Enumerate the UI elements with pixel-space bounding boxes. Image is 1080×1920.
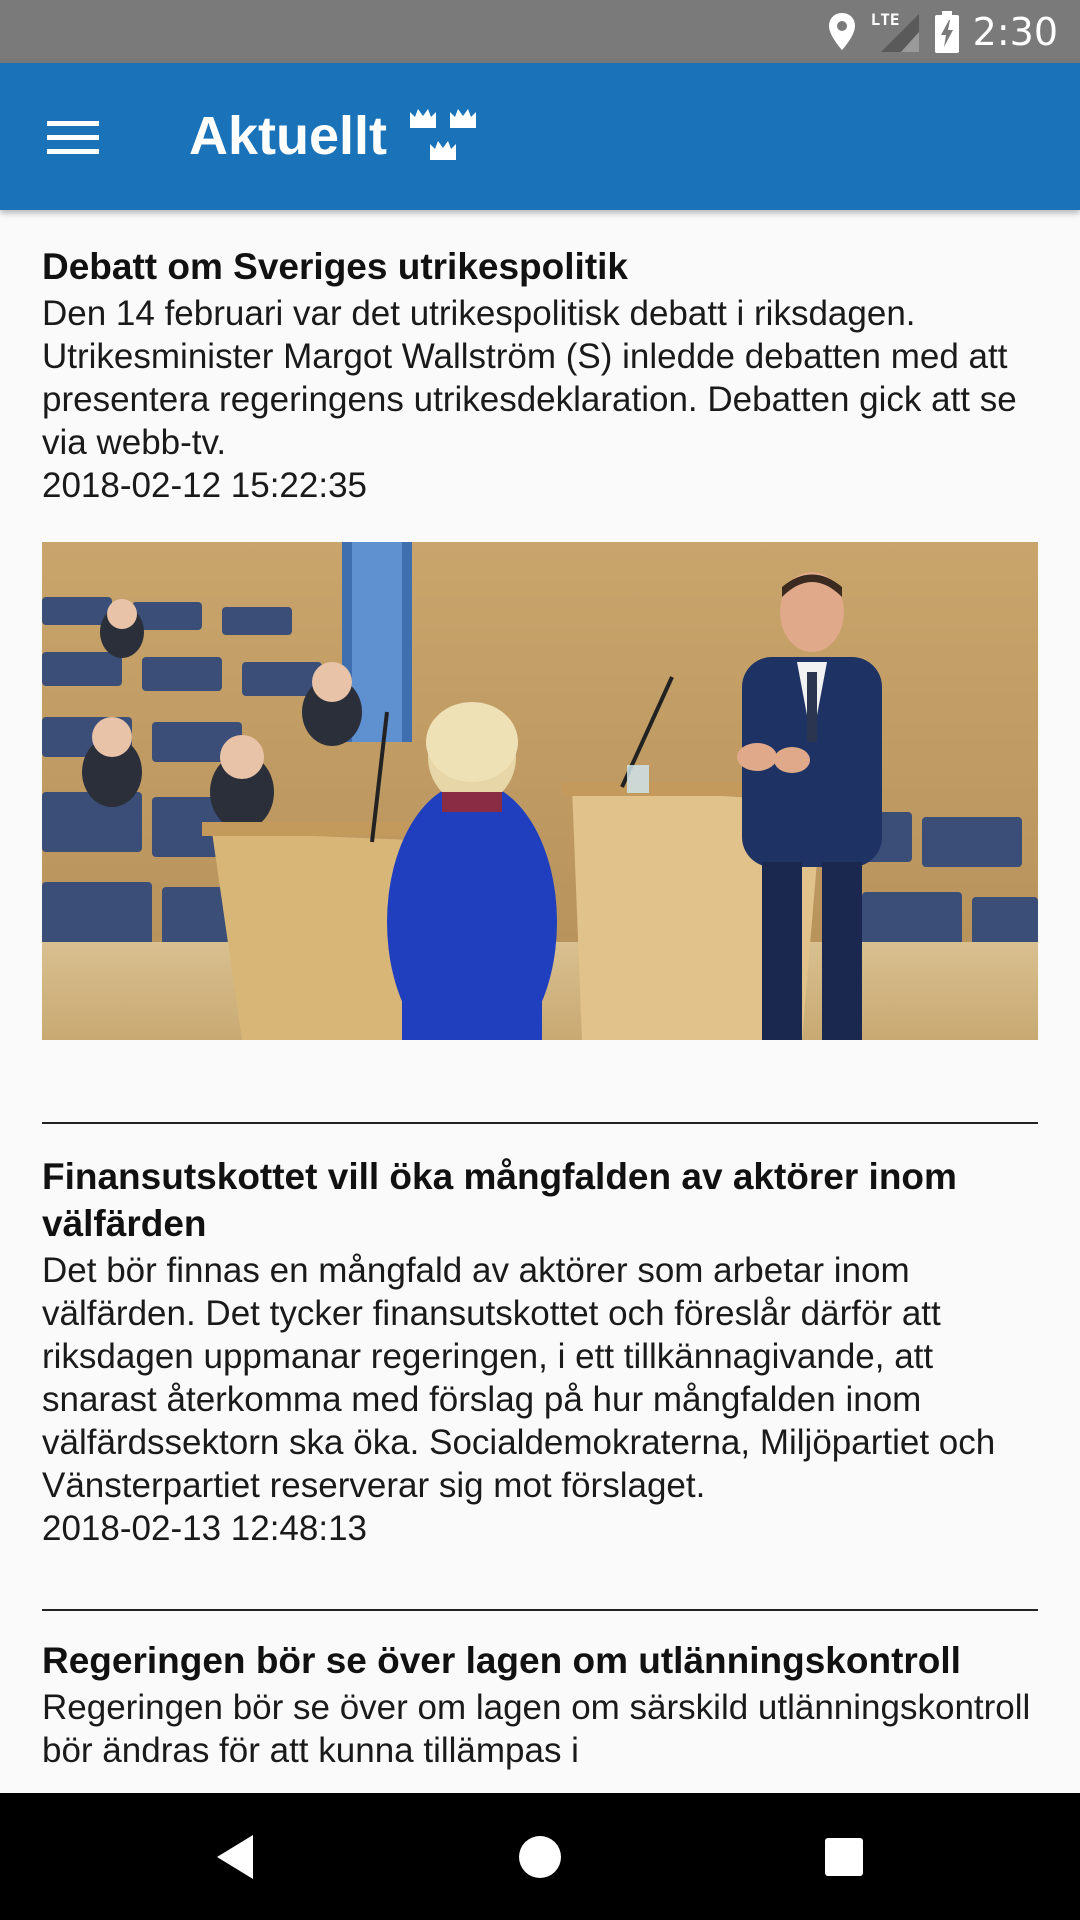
location-icon (827, 12, 857, 52)
back-button[interactable] (165, 1793, 305, 1920)
article-date: 2018-02-13 12:48:13 (42, 1509, 367, 1548)
three-crowns-logo (408, 108, 478, 164)
home-circle-icon (517, 1834, 563, 1880)
news-item[interactable] (42, 243, 1038, 507)
news-item[interactable] (42, 1637, 1038, 1772)
article-date: 2018-02-12 15:22:35 (42, 466, 367, 505)
battery-charging-icon (935, 11, 959, 53)
home-button[interactable] (470, 1793, 610, 1920)
status-bar (0, 0, 1080, 63)
article-title: Regeringen bör se över lagen om utlänningskontroll (42, 1640, 961, 1681)
app-title: Aktuellt (189, 106, 388, 166)
network-type-label: LTE (870, 9, 900, 29)
recents-button[interactable] (774, 1793, 914, 1920)
article-title: Debatt om Sveriges utrikespolitik (42, 246, 629, 287)
status-time: 2:30 (972, 9, 1058, 54)
article-image[interactable] (42, 542, 1038, 1040)
system-nav-bar (0, 1793, 1080, 1920)
article-body: Regeringen bör se över om lagen om särskild utlänningskontroll bör ändras för att kunna tillämpas i (42, 1688, 1031, 1770)
news-item[interactable] (42, 1153, 1038, 1550)
recents-square-icon (823, 1836, 865, 1878)
back-triangle-icon (213, 1833, 257, 1881)
status-icons (827, 0, 1058, 63)
signal-icon (871, 10, 921, 54)
divider (42, 1122, 1038, 1124)
app-bar (0, 63, 1080, 210)
divider (42, 1609, 1038, 1611)
article-body: Det bör finnas en mångfald av aktörer som arbetar inom välfärden. Det tycker finansutskottet och föreslår därför att riksdagen uppmanar regeringen, i ett tillkännagivande, att snarast återkomma med förslag på hur mångfalden inom välfärdssektorn ska öka. Socialdemokraterna, Miljöpartiet och Vänsterpartiet reserverar sig mot förslaget. (42, 1251, 996, 1505)
article-body: Den 14 februari var det utrikespolitisk debatt i riksdagen. Utrikesminister Margot Wallström (S) inledde debatten med att presentera regeringens utrikesdeklaration. Debatten gick att se via webb-tv. (42, 294, 1017, 462)
news-feed[interactable] (0, 210, 1080, 1793)
parliament-debate-photo (42, 542, 1038, 1040)
article-title: Finansutskottet vill öka mångfalden av aktörer inom välfärden (42, 1156, 957, 1244)
hamburger-menu-icon (47, 119, 99, 157)
menu-button[interactable] (38, 103, 108, 173)
